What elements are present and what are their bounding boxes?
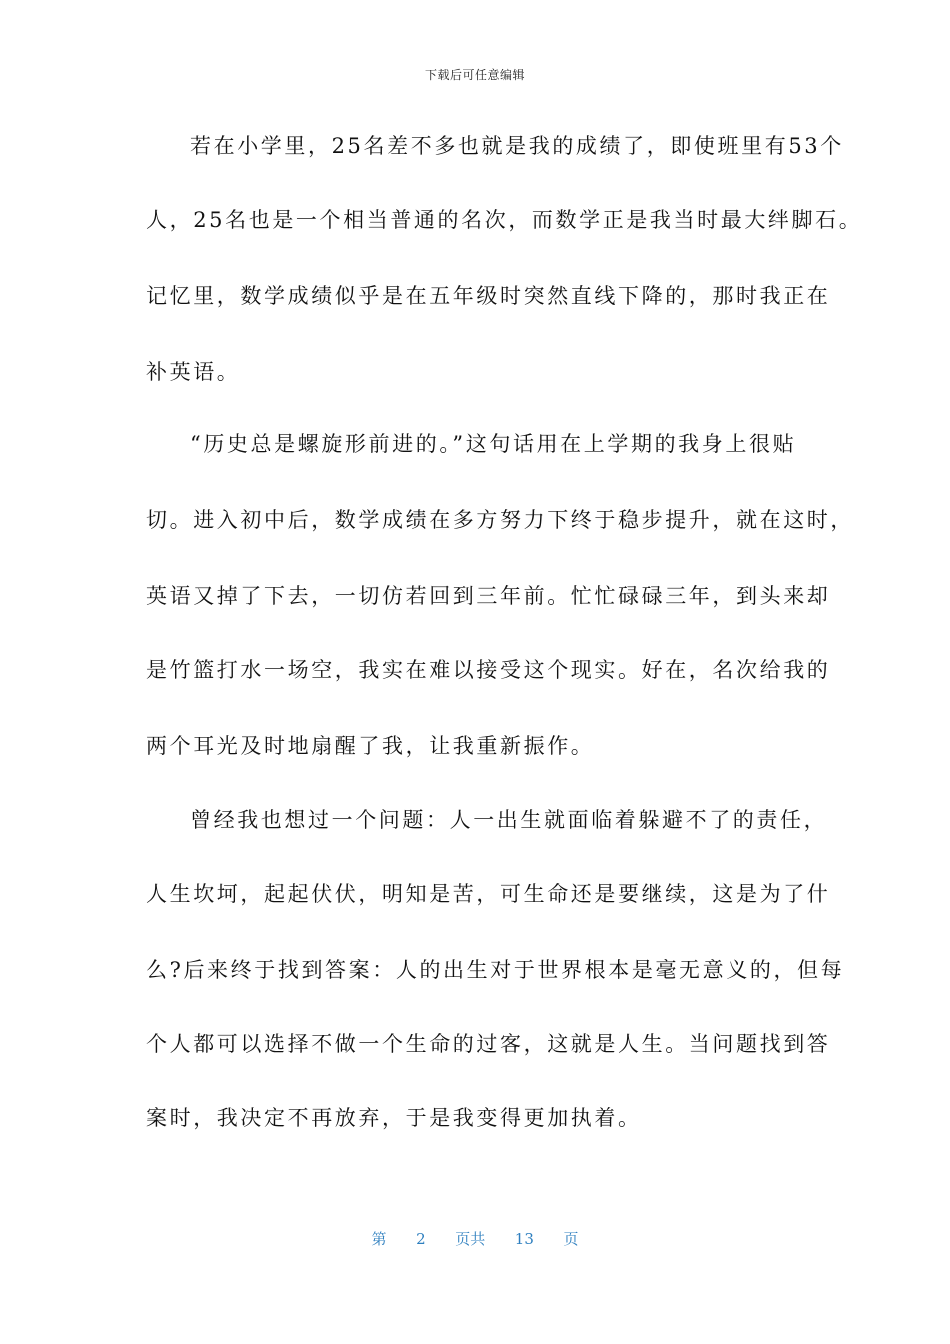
paragraph-3-line-1: 曾经我也想过一个问题：人一出生就面临着躲避不了的责任， bbox=[190, 808, 828, 832]
page-header: 下载后可任意编辑 bbox=[424, 68, 525, 82]
current-page-number: 2 bbox=[416, 1230, 426, 1248]
page-label-prefix: 第 bbox=[371, 1230, 387, 1248]
paragraph-2-line-5: 两个耳光及时地扇醒了我，让我重新振作。 bbox=[146, 734, 595, 758]
paragraph-2-line-4: 是竹篮打水一场空，我实在难以接受这个现实。好在，名次给我的 bbox=[146, 658, 831, 682]
paragraph-3-line-5: 案时，我决定不再放弃，于是我变得更加执着。 bbox=[146, 1106, 642, 1130]
paragraph-3-line-4: 个人都可以选择不做一个生命的过客，这就是人生。当问题找到答 bbox=[146, 1032, 831, 1056]
paragraph-1-line-2: 人，25名也是一个相当普通的名次，而数学正是我当时最大绊脚石。 bbox=[146, 208, 863, 232]
paragraph-1-line-4: 补英语。 bbox=[146, 360, 241, 384]
page-footer bbox=[0, 1228, 950, 1249]
page-label-suffix: 页 bbox=[563, 1230, 579, 1248]
paragraph-3-line-2: 人生坎坷，起起伏伏，明知是苦，可生命还是要继续，这是为了什 bbox=[146, 882, 831, 906]
paragraph-2-line-3: 英语又掉了下去，一切仿若回到三年前。忙忙碌碌三年，到头来却 bbox=[146, 584, 831, 608]
total-pages-number: 13 bbox=[514, 1230, 534, 1248]
paragraph-3-line-3: 么?后来终于找到答案：人的出生对于世界根本是毫无意义的，但每 bbox=[146, 958, 845, 982]
paragraph-2-line-1: “历史总是螺旋形前进的。”这句话用在上学期的我身上很贴 bbox=[190, 432, 797, 456]
page-label-mid: 页共 bbox=[455, 1230, 486, 1248]
paragraph-1-line-3: 记忆里，数学成绩似乎是在五年级时突然直线下降的，那时我正在 bbox=[146, 284, 831, 308]
paragraph-1-line-1: 若在小学里，25名差不多也就是我的成绩了，即使班里有53个 bbox=[190, 134, 844, 158]
paragraph-2-line-2: 切。进入初中后，数学成绩在多方努力下终于稳步提升，就在这时， bbox=[146, 508, 854, 532]
